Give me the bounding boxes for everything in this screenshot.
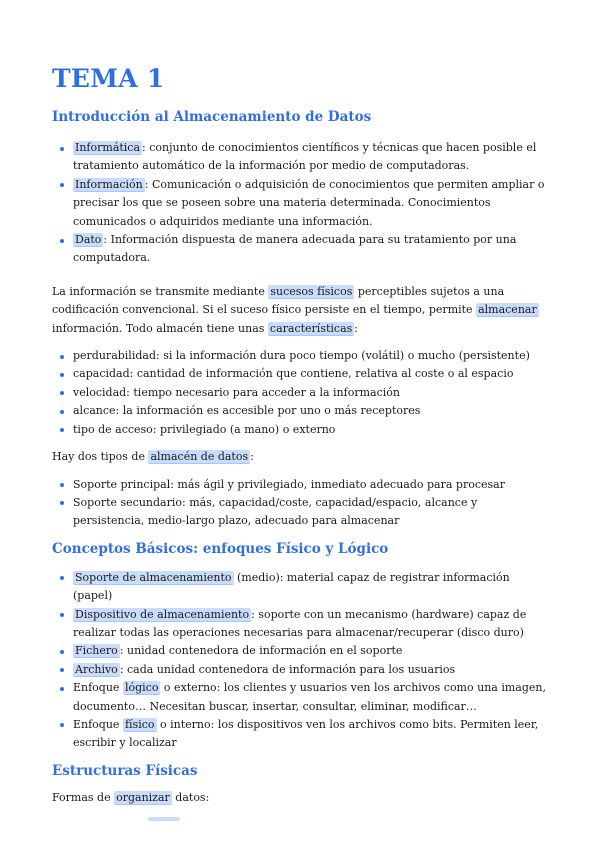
highlighted-term: almacén de datos [150, 450, 249, 464]
list-item: Soporte principal: más ágil y privilegiado, inmediato adecuado para procesar [52, 476, 552, 494]
highlighted-term: almacenar [478, 303, 537, 317]
page-title: TEMA 1 [52, 64, 165, 93]
highlighted-term: lógico [124, 681, 159, 695]
list-item: Información : Comunicación o adquisición de conocimientos que permiten ampliar o precisar los que se poseen sobre una materia determinada. Conocimientos comunicados o adquiridos mediante una información. [52, 176, 552, 231]
highlighted-term: sucesos físicos [270, 284, 353, 298]
list-item: Fichero : unidad contenedora de información en el soporte [52, 642, 552, 660]
section-heading-conceptos: Conceptos Básicos: enfoques Físico y Lógico [52, 540, 389, 557]
highlighted-term: físico [124, 717, 155, 731]
list-item: Informática : conjunto de conocimientos científicos y técnicas que hacen posible el tratamiento automático de la información por medio de computadoras. [52, 139, 552, 176]
definitions-list [52, 139, 552, 268]
list-item: Archivo : cada unidad contenedora de información para los usuarios [52, 661, 552, 679]
list-item: Soporte de almacenamiento (medio): material capaz de registrar información (papel) [52, 569, 552, 606]
section-heading-estructuras: Estructuras Físicas [52, 762, 198, 779]
list-item: velocidad: tiempo necesario para acceder a la información [52, 384, 552, 402]
highlighted-term: Dispositivo de almacenamiento [75, 607, 250, 621]
highlighted-term: Información [75, 177, 143, 191]
highlighted-term: Fichero [75, 644, 118, 658]
list-item: Enfoque lógico o externo: los clientes y usuarios ven los archivos como una imagen, documento… Necesitan buscar, insertar, consultar, eliminar, modificar… [52, 679, 552, 716]
concepts-list [52, 569, 552, 753]
highlighted-term: Dato [75, 233, 102, 247]
list-item: Soporte secundario: más, capacidad/coste, capacidad/espacio, alcance y persistencia, medio-largo plazo, adecuado para almacenar [52, 494, 552, 531]
list-item: capacidad: cantidad de información que contiene, relativa al coste o al espacio [52, 365, 552, 383]
highlighted-term: Informática [75, 141, 141, 154]
paragraph-storage-types: Hay dos tipos de almacén de datos : [52, 450, 254, 464]
highlighted-term: organizar [116, 790, 170, 804]
list-item: Enfoque físico o interno: los dispositivos ven los archivos como bits. Permiten leer, escribir y localizar [52, 716, 552, 753]
supports-list [52, 476, 552, 531]
highlighted-term: Soporte de almacenamiento [75, 570, 232, 584]
section-heading-intro: Introducción al Almacenamiento de Datos [52, 109, 372, 125]
document-page [52, 62, 552, 807]
list-item: tipo de acceso: privilegiado (a mano) o externo [52, 421, 552, 439]
paragraph-information: La información se transmite mediante sucesos físicos perceptibles sujetos a una codificación convencional. Si el suceso físico persiste en el tiempo, permite almacenar información. Todo almacén tiene unas características : [52, 284, 537, 335]
list-item: Dato : Información dispuesta de manera adecuada para su tratamiento por una computadora. [52, 231, 552, 268]
highlighted-term: Archivo [75, 662, 118, 676]
paragraph-organize: Formas de organizar datos: [52, 790, 210, 804]
list-item: Dispositivo de almacenamiento : soporte con un mecanismo (hardware) capaz de realizar todas las operaciones necesarias para almacenar/recuperar (disco duro) [52, 606, 552, 643]
list-item: alcance: la información es accesible por uno o más receptores [52, 402, 552, 420]
characteristics-list [52, 347, 552, 439]
cut-off-highlight [148, 817, 180, 821]
highlighted-term: características [269, 321, 353, 335]
list-item: perdurabilidad: si la información dura poco tiempo (volátil) o mucho (persistente) [52, 347, 552, 365]
